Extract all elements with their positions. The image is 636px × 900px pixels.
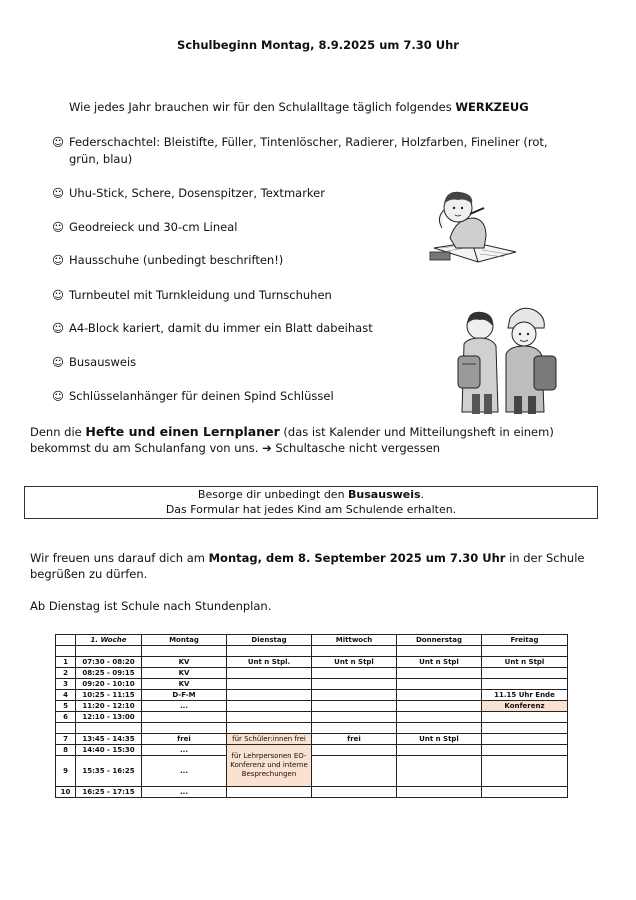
intro-plain: Wie jedes Jahr brauchen wir für den Schulalltage täglich folgendes <box>69 100 456 114</box>
table-spacer-row <box>56 723 568 734</box>
smiley-icon: ☺ <box>52 253 64 267</box>
table-row: 10 16:25 - 17:15 ... <box>56 787 568 798</box>
intro-bold: WERKZEUG <box>455 100 529 114</box>
header-cell: Montag <box>142 635 227 646</box>
hefte-line-1 <box>30 424 600 441</box>
list-item-text: A4-Block kariert, damit du immer ein Blatt dabeihast <box>69 321 373 335</box>
welcome-post: in der Schule <box>505 551 585 565</box>
notice-bold: Busausweis <box>348 488 421 501</box>
list-item-text: Hausschuhe (unbedingt beschriften!) <box>69 253 284 267</box>
welcome-bold: Montag, dem 8. September 2025 um 7.30 Uhr <box>208 551 506 565</box>
hefte-line2b: Schultasche nicht vergessen <box>271 440 441 455</box>
intro-text <box>69 100 529 114</box>
table-row: 3 09:20 - 10:10 KV <box>56 679 568 690</box>
hefte-post: (das ist Kalender und Mitteilungsheft in einem) <box>279 425 554 439</box>
table-header-row <box>56 635 568 646</box>
busausweis-notice-box <box>24 486 598 519</box>
header-cell: Donnerstag <box>397 635 482 646</box>
table-row: 8 14:40 - 15:30 ... für Lehrpersonen EO-Konferenz und interne Besprechungen <box>56 745 568 756</box>
notice-line-1 <box>25 487 597 502</box>
smiley-icon: ☺ <box>52 389 64 403</box>
header-cell: 1. Woche <box>76 635 142 646</box>
hefte-line2: bekommst du am Schulanfang von uns. <box>30 440 263 455</box>
header-cell: Freitag <box>482 635 568 646</box>
header-cell: Dienstag <box>227 635 312 646</box>
page-title: Schulbeginn Montag, 8.9.2025 um 7.30 Uhr <box>177 38 459 52</box>
list-item-text: Geodreieck und 30-cm Lineal <box>69 220 238 234</box>
notice-pre: Besorge dir unbedingt den <box>197 488 349 501</box>
schedule-table <box>55 634 568 798</box>
hefte-paragraph <box>30 424 600 456</box>
header-cell: Mittwoch <box>312 635 397 646</box>
welcome-line-2: begrüßen zu dürfen. <box>30 566 148 581</box>
table-row: 9 15:35 - 16:25 ... <box>56 756 568 787</box>
konferenz-cell: Konferenz <box>482 701 568 712</box>
welcome-pre: Wir freuen uns darauf dich am <box>30 551 209 565</box>
homework-boy-illustration <box>428 188 520 270</box>
notice-line-2: Das Formular hat jedes Kind am Schulende erhalten. <box>165 503 457 516</box>
list-item <box>52 134 582 168</box>
smiley-icon: ☺ <box>52 135 64 149</box>
hefte-line-2 <box>30 441 600 457</box>
table-spacer-row <box>56 646 568 657</box>
smiley-icon: ☺ <box>52 321 64 335</box>
header-cell <box>56 635 76 646</box>
smiley-icon: ☺ <box>52 220 64 234</box>
list-item-text: Turnbeutel mit Turnkleidung und Turnschuhen <box>69 288 332 302</box>
table-row: 1 07:30 - 08:20 KV Unt n Stpl. Unt n Stpl Unt n Stpl Unt n Stpl <box>56 657 568 668</box>
table-row: 6 12:10 - 13:00 <box>56 712 568 723</box>
hefte-pre: Denn die <box>30 425 86 439</box>
children-backpacks-illustration <box>454 304 558 416</box>
smiley-icon: ☺ <box>52 186 64 200</box>
notice-post: . <box>420 488 425 501</box>
list-item-text: Uhu-Stick, Schere, Dosenspitzer, Textmarker <box>69 186 325 200</box>
table-row: 4 10:25 - 11:15 D-F-M 11.15 Uhr Ende <box>56 690 568 701</box>
list-item <box>52 287 582 304</box>
schueler-frei-cell: für Schüler:innen frei <box>227 734 312 745</box>
welcome-paragraph <box>30 551 600 582</box>
list-item-text: Federschachtel: Bleistifte, Füller, Tintenlöscher, Radierer, Holzfarben, Fineliner (rot, grün, blau) <box>69 135 548 166</box>
lehrpersonen-cell: für Lehrpersonen EO-Konferenz und interne Besprechungen <box>227 745 312 787</box>
table-row: 5 11:20 - 12:10 ... Konferenz <box>56 701 568 712</box>
list-item-text: Busausweis <box>69 355 137 369</box>
table-row: 7 13:45 - 14:35 frei für Schüler:innen frei frei Unt n Stpl <box>56 734 568 745</box>
list-item-text: Schlüsselanhänger für deinen Spind Schlüssel <box>69 389 334 403</box>
smiley-icon: ☺ <box>52 355 64 369</box>
hefte-bold: Hefte und einen Lernplaner <box>85 424 280 439</box>
arrow-right-icon: ➔ <box>262 440 272 455</box>
smiley-icon: ☺ <box>52 288 64 302</box>
welcome-line-1 <box>30 551 600 567</box>
table-row: 2 08:25 - 09:15 KV <box>56 668 568 679</box>
dienstag-text: Ab Dienstag ist Schule nach Stundenplan. <box>30 599 272 613</box>
